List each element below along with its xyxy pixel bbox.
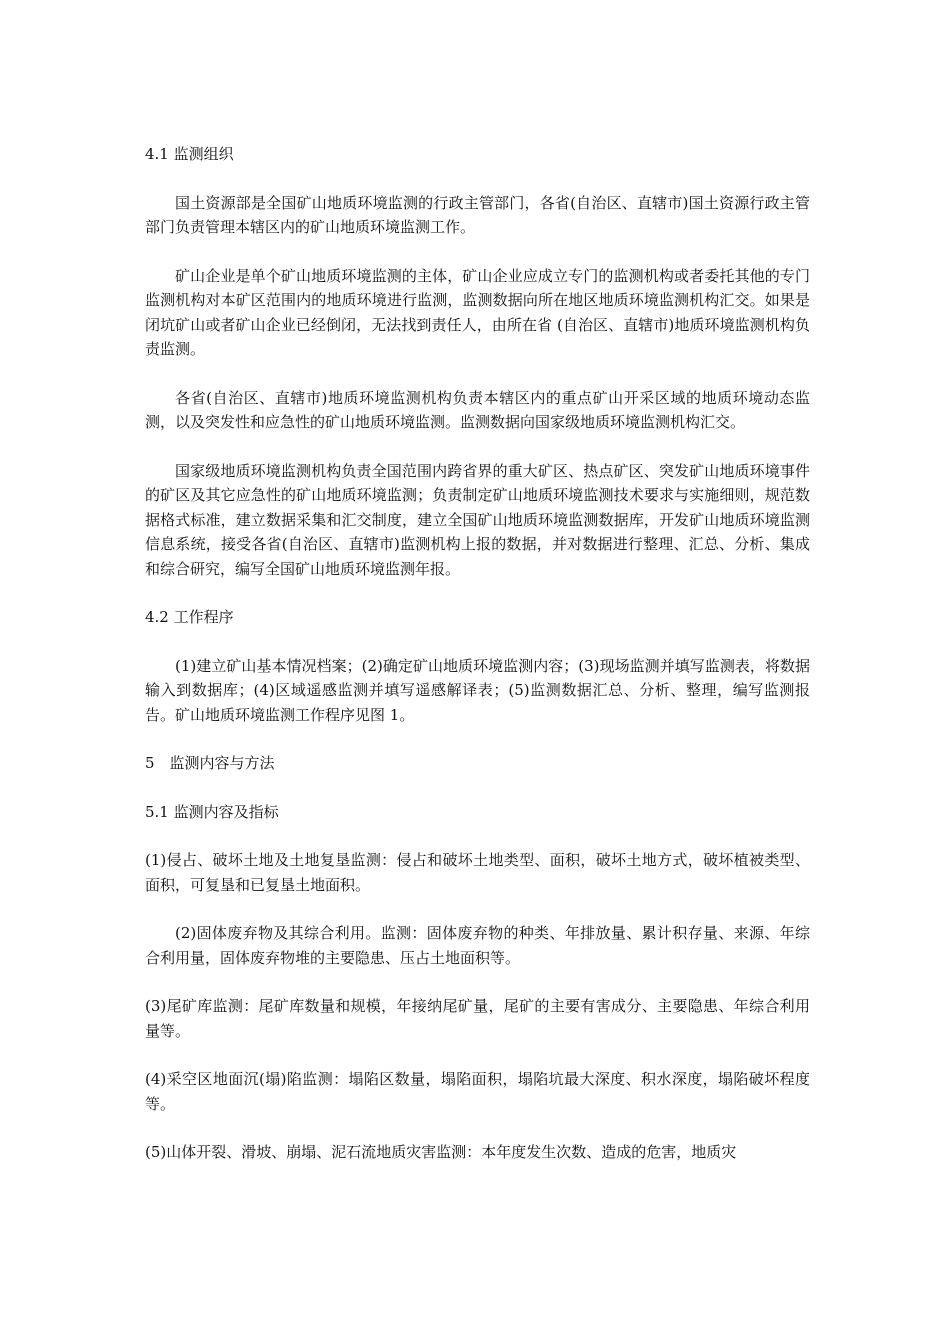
paragraph: (1)建立矿山基本情况档案；(2)确定矿山地质环境监测内容；(3)现场监测并填写监测表，将数据输入到数据库；(4)区域遥感监测并填写遥感解译表；(5)监测数据汇总、分析、整理，编写监测报告。矿山地质环境监测工作程序见图 1。 bbox=[145, 656, 810, 724]
section-heading-4-2: 4.2 工作程序 bbox=[145, 608, 234, 626]
paragraph: (5)山体开裂、滑坡、崩塌、泥石流地质灾害监测：本年度发生次数、造成的危害，地质灾 bbox=[145, 1143, 737, 1161]
section-heading-5: 5 监测内容与方法 bbox=[145, 754, 275, 772]
document-body bbox=[145, 142, 810, 1189]
paragraph: 矿山企业是单个矿山地质环境监测的主体，矿山企业应成立专门的监测机构或者委托其他的专门监测机构对本矿区范围内的地质环境进行监测，监测数据向所在地区地质环境监测机构汇交。如果是闭坑矿山或者矿山企业已经倒闭，无法找到责任人，由所在省 (自治区、直辖市)地质环境监测机构负责监测。 bbox=[145, 266, 810, 358]
paragraph: (2)固体废弃物及其综合利用。监测：固体废弃物的种类、年排放量、累计积存量、来源、年综合利用量，固体废弃物堆的主要隐患、压占土地面积等。 bbox=[145, 924, 810, 967]
paragraph: 各省(自治区、直辖市)地质环境监测机构负责本辖区内的重点矿山开采区域的地质环境动态监测，以及突发性和应急性的矿山地质环境监测。监测数据向国家级地质环境监测机构汇交。 bbox=[145, 388, 810, 431]
section-heading-4-1: 4.1 监测组织 bbox=[145, 145, 234, 163]
paragraph: (4)采空区地面沉(塌)陷监测：塌陷区数量，塌陷面积，塌陷坑最大深度、积水深度，塌陷破坏程度等。 bbox=[145, 1070, 810, 1113]
paragraph: 国土资源部是全国矿山地质环境监测的行政主管部门，各省(自治区、直辖市)国土资源行政主管部门负责管理本辖区内的矿山地质环境监测工作。 bbox=[145, 193, 810, 236]
paragraph: 国家级地质环境监测机构负责全国范围内跨省界的重大矿区、热点矿区、突发矿山地质环境事件的矿区及其它应急性的矿山地质环境监测；负责制定矿山地质环境监测技术要求与实施细则，规范数据格式标准，建立数据采集和汇交制度，建立全国矿山地质环境监测数据库，开发矿山地质环境监测信息系统，接受各省(自治区、直辖市)监测机构上报的数据，并对数据进行整理、汇总、分析、集成和综合研究，编写全国矿山地质环境监测年报。 bbox=[145, 461, 810, 578]
section-heading-5-1: 5.1 监测内容及指标 bbox=[145, 802, 279, 821]
paragraph: (3)尾矿库监测：尾矿库数量和规模，年接纳尾矿量，尾矿的主要有害成分、主要隐患、年综合利用量等。 bbox=[145, 997, 810, 1040]
paragraph: (1)侵占、破坏土地及土地复垦监测：侵占和破坏土地类型、面积，破坏土地方式，破坏植被类型、面积，可复垦和已复垦土地面积。 bbox=[145, 851, 810, 894]
